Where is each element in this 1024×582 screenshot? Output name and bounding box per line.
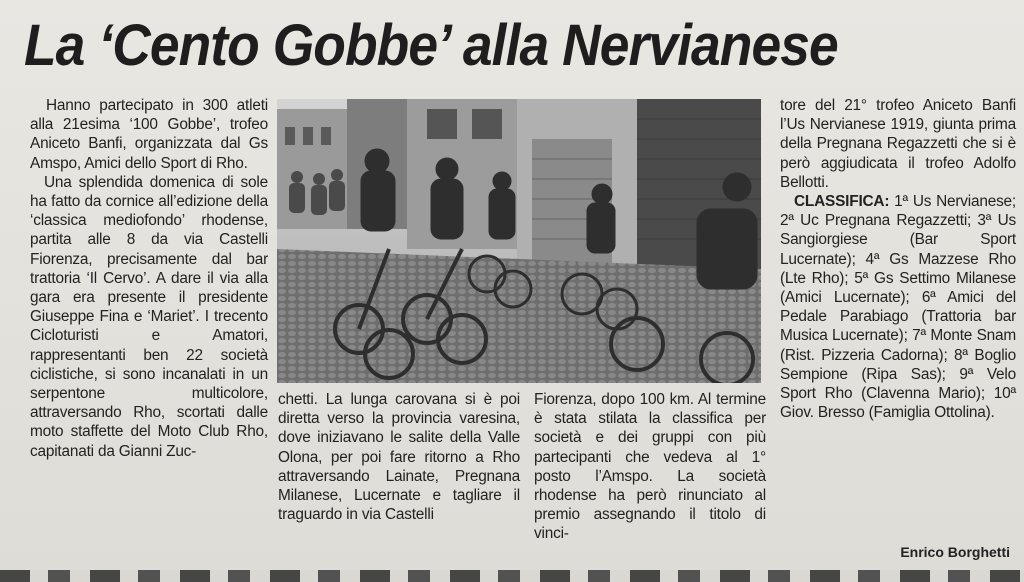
classifica-paragraph	[780, 192, 1016, 422]
paragraph: Hanno partecipato in 300 atleti alla 21esima ‘100 Gobbe’, trofeo Aniceto Banfi, organizzata dal Gs Amspo, Amici dello Sport di Rho.	[30, 97, 268, 172]
article-column-3	[534, 390, 766, 544]
article-column-1	[30, 96, 268, 461]
classifica-label: CLASSIFICA:	[794, 193, 890, 211]
paragraph: Una splendida domenica di sole ha fatto da cornice all’edizione della ‘classica mediofondo’ rhodense, partita alle 8 da via Castelli Fiorenza, precisamente dal bar trattoria ‘Il Cervo’. A dare il via alla gara era presente il presidente Giuseppe Fina e ‘Mariet’. I trecento Cicloturisti e Amatori, rappresentanti ben 22 società ciclistiche, si sono incanalati in un serpentone multicolore, attraversando Rho, scortati dalle moto staffette del Moto Club Rho, capitanati da Gianni Zuc-	[30, 173, 268, 460]
next-headline-fragment	[0, 570, 1024, 582]
author-byline: Enrico Borghetti	[900, 544, 1010, 560]
paragraph: Fiorenza, dopo 100 km. Al termine è stata stilata la classifica per società e dei gruppi con più partecipanti che vedeva al 1° posto l’Amspo. La società rhodense ha però rinunciato al premio assegnando il titolo di vinci-	[534, 391, 766, 543]
article-column-2	[278, 390, 520, 524]
headline: La ‘Cento Gobbe’ alla Nervianese	[24, 13, 838, 78]
classifica-text: 1ª Us Nervianese; 2ª Uc Pregnana Regazzetti; 3ª Us Sangiorgiese (Bar Sport Lucernate); 4ª Gs Mazzese Rho (Lte Rho); 5ª Gs Settimo Milanese (Amici Lucernate); 6ª Amici del Pedale Parabiago (Trattoria bar Musica Lucernate); 7ª Monte Snam (Rist. Pizzeria Cadorna); 8ª Boglio Sempione (Ripa Sas); 9ª Velo Sport Rho (Clavenna Mario); 10ª Giov. Bresso (Famiglia Ottolina).	[780, 193, 1016, 422]
article-column-4	[780, 96, 1016, 422]
race-photo	[277, 99, 761, 383]
cyclists-photo-illustration	[277, 99, 761, 383]
paragraph: chetti. La lunga carovana si è poi diretta verso la provincia varesina, dove iniziavano le salite della Valle Olona, per poi fare ritorno a Rho attraversando Lainate, Pregnana Milanese, Lucernate e tagliare il traguardo in via Castelli	[278, 391, 520, 524]
paragraph: tore del 21° trofeo Aniceto Banfi l’Us Nervianese 1919, giunta prima della Pregnana Regazzetti che si è però aggiudicata il trofeo Adolfo Bellotti.	[780, 97, 1016, 191]
